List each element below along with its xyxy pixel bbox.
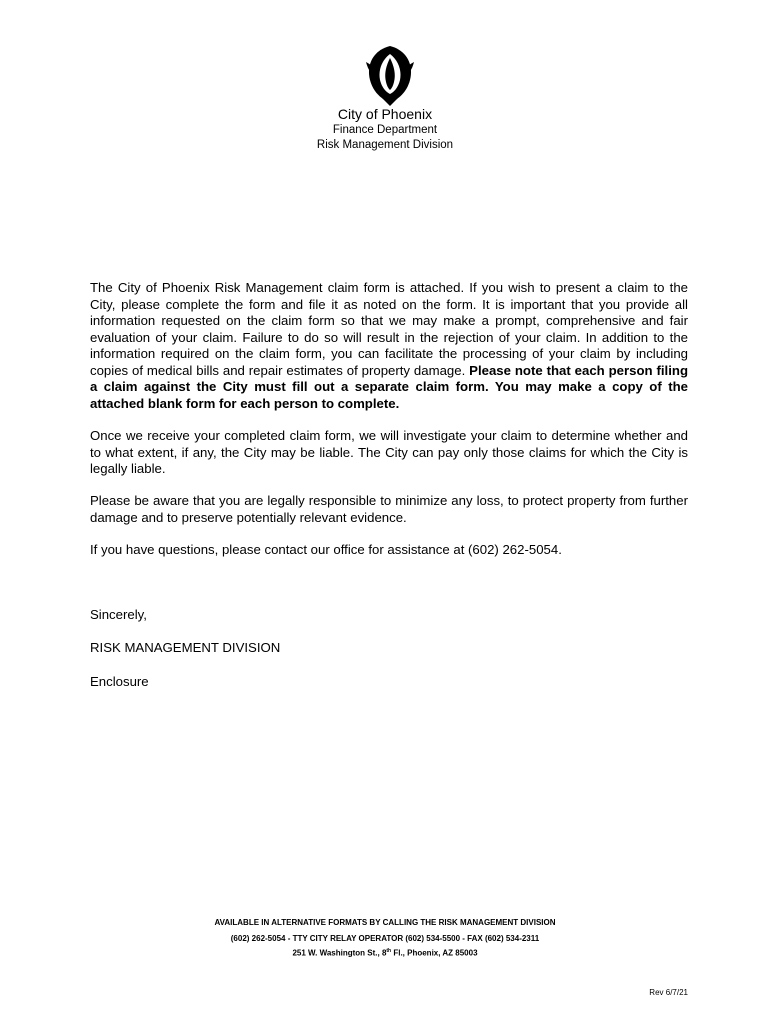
closing-salutation: Sincerely, [90,607,147,622]
paragraph-intro-text: The City of Phoenix Risk Management claim form is attached. If you wish to present a claim to the City, please complete the form and file it as noted on the form. It is important that you provide all information requested on the claim form so that we may make a prompt, comprehensive and fair evaluation of your claim. Failure to do so will result in the rejection of your claim. In addition to the information required on the claim form, you can facilitate the processing of your claim by including copies of medical bills and repair estimates of property damage. [90,280,688,378]
paragraph-intro-bold-note: Please note that each person filing a claim against the City must fill out a separate claim form. You may make a copy of the attached blank form for each person to complete. [90,362,688,411]
department-name: Finance Department [332,124,438,136]
footer-address-floor-suffix: th [386,948,392,954]
phoenix-bird-logo-icon [360,44,420,106]
revision-date: Rev 6/7/21 [649,988,688,997]
paragraph-contact: If you have questions, please contact our office for assistance at (602) 262-5054. [90,542,562,557]
paragraph-claim-form-intro [90,280,688,412]
footer-alt-formats: AVAILABLE IN ALTERNATIVE FORMATS BY CALLING THE RISK MANAGEMENT DIVISION [214,918,556,927]
footer-address [0,948,770,958]
enclosure-note: Enclosure [90,674,149,689]
division-name: Risk Management Division [316,139,454,151]
city-name: City of Phoenix [337,106,433,122]
footer-address-street: 251 W. Washington St., 8 [292,948,387,958]
paragraph-responsibility: Please be aware that you are legally responsible to minimize any loss, to protect property from further damage and to preserve potentially relevant evidence. [90,493,688,525]
signature-block: RISK MANAGEMENT DIVISION [90,640,281,655]
paragraph-investigation: Once we receive your completed claim form, we will investigate your claim to determine whether and to what extent, if any, the City may be liable. The City can pay only those claims for which the City is legally liable. [90,428,688,476]
footer-phone-numbers: (602) 262-5054 - TTY CITY RELAY OPERATOR (602) 534-5500 - FAX (602) 534-2311 [230,934,540,943]
footer-address-city: Fl., Phoenix, AZ 85003 [391,948,478,958]
